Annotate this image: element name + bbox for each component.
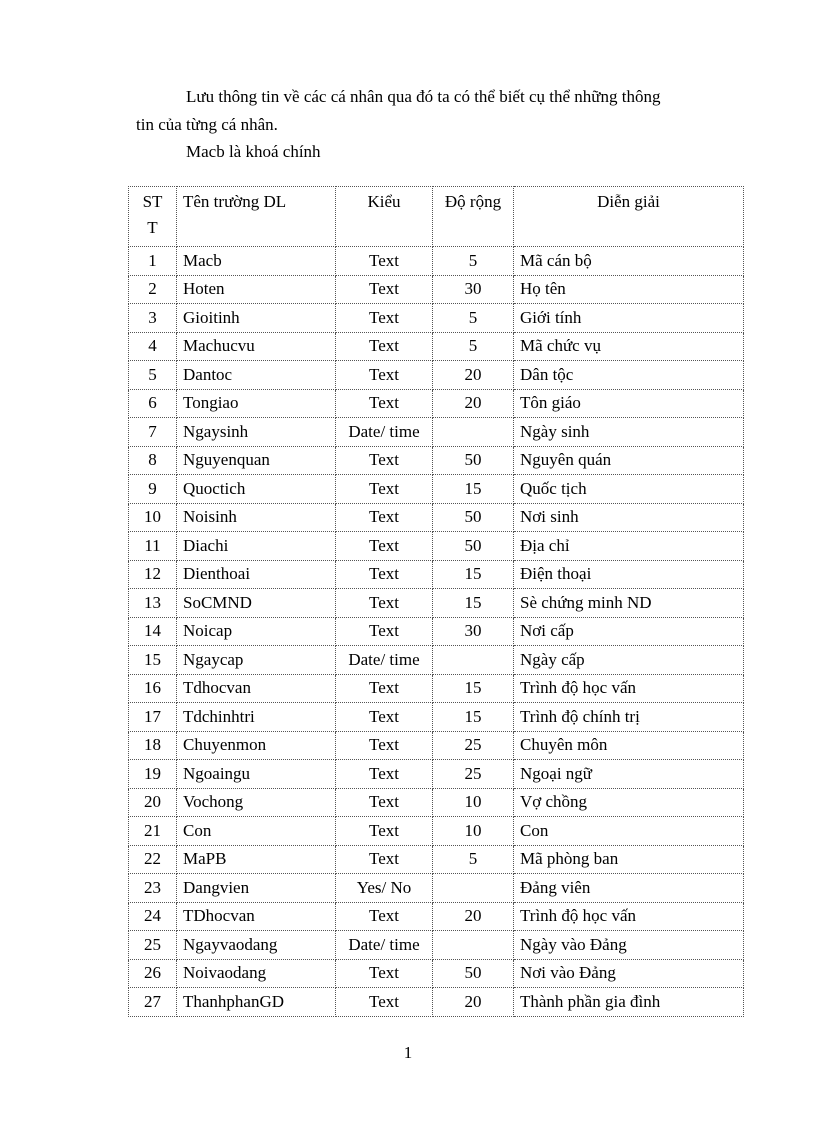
cell-field-name: Noicap (177, 617, 336, 646)
cell-stt: 27 (129, 988, 177, 1017)
cell-type: Text (336, 361, 433, 390)
table-row (129, 959, 744, 988)
cell-description: Ngày sinh (514, 418, 744, 447)
cell-field-name: Machucvu (177, 332, 336, 361)
cell-description: Dân tộc (514, 361, 744, 390)
cell-stt: 2 (129, 275, 177, 304)
cell-field-name: Tdhocvan (177, 674, 336, 703)
cell-type: Text (336, 589, 433, 618)
table-row (129, 532, 744, 561)
cell-field-name: Tongiao (177, 389, 336, 418)
cell-description: Trình độ chính trị (514, 703, 744, 732)
cell-description: Mã cán bộ (514, 247, 744, 276)
cell-width (433, 646, 514, 675)
table-row (129, 874, 744, 903)
cell-field-name: Ngoaingu (177, 760, 336, 789)
cell-stt: 8 (129, 446, 177, 475)
cell-description: Trình độ học vấn (514, 674, 744, 703)
cell-width: 20 (433, 389, 514, 418)
cell-stt: 13 (129, 589, 177, 618)
cell-type: Text (336, 731, 433, 760)
cell-type: Text (336, 275, 433, 304)
header-stt: STT (129, 187, 177, 247)
table-row (129, 418, 744, 447)
cell-type: Text (336, 304, 433, 333)
cell-type: Text (336, 703, 433, 732)
cell-width: 50 (433, 503, 514, 532)
table-row (129, 931, 744, 960)
cell-stt: 12 (129, 560, 177, 589)
table-row (129, 902, 744, 931)
cell-width: 20 (433, 988, 514, 1017)
cell-width: 30 (433, 617, 514, 646)
table-row (129, 304, 744, 333)
cell-description: Địa chỉ (514, 532, 744, 561)
cell-type: Date/ time (336, 646, 433, 675)
cell-stt: 21 (129, 817, 177, 846)
table-row (129, 475, 744, 504)
cell-stt: 25 (129, 931, 177, 960)
cell-description: Sè chứng minh ND (514, 589, 744, 618)
table-row (129, 361, 744, 390)
cell-type: Text (336, 788, 433, 817)
cell-field-name: Ngaycap (177, 646, 336, 675)
cell-type: Text (336, 532, 433, 561)
table-row (129, 446, 744, 475)
cell-width: 20 (433, 902, 514, 931)
cell-description: Con (514, 817, 744, 846)
cell-field-name: Ngayvaodang (177, 931, 336, 960)
cell-stt: 18 (129, 731, 177, 760)
cell-stt: 3 (129, 304, 177, 333)
cell-width: 15 (433, 560, 514, 589)
cell-description: Ngày cấp (514, 646, 744, 675)
cell-description: Ngày vào Đảng (514, 931, 744, 960)
header-field-name: Tên trường DL (177, 187, 336, 247)
cell-type: Text (336, 446, 433, 475)
table-row (129, 760, 744, 789)
cell-type: Text (336, 959, 433, 988)
cell-field-name: Vochong (177, 788, 336, 817)
cell-type: Yes/ No (336, 874, 433, 903)
cell-type: Text (336, 817, 433, 846)
cell-field-name: Hoten (177, 275, 336, 304)
cell-width: 15 (433, 589, 514, 618)
table-row (129, 788, 744, 817)
cell-width: 15 (433, 475, 514, 504)
cell-width: 5 (433, 332, 514, 361)
table-row (129, 617, 744, 646)
primary-key-note: Macb là khoá chính (186, 142, 321, 161)
cell-stt: 5 (129, 361, 177, 390)
cell-type: Text (336, 845, 433, 874)
header-description: Diễn giải (514, 187, 744, 247)
field-table (128, 186, 744, 1017)
table-row (129, 674, 744, 703)
cell-field-name: Diachi (177, 532, 336, 561)
cell-width: 15 (433, 674, 514, 703)
cell-field-name: Chuyenmon (177, 731, 336, 760)
cell-type: Text (336, 988, 433, 1017)
cell-field-name: Con (177, 817, 336, 846)
cell-width: 5 (433, 247, 514, 276)
cell-field-name: Dienthoai (177, 560, 336, 589)
cell-field-name: Dangvien (177, 874, 336, 903)
cell-description: Tôn giáo (514, 389, 744, 418)
cell-type: Text (336, 902, 433, 931)
cell-type: Text (336, 760, 433, 789)
cell-description: Điện thoại (514, 560, 744, 589)
cell-width (433, 874, 514, 903)
cell-width: 50 (433, 532, 514, 561)
cell-type: Text (336, 560, 433, 589)
cell-field-name: SoCMND (177, 589, 336, 618)
cell-field-name: Quoctich (177, 475, 336, 504)
cell-description: Nguyên quán (514, 446, 744, 475)
cell-width: 15 (433, 703, 514, 732)
cell-type: Text (336, 674, 433, 703)
cell-width: 30 (433, 275, 514, 304)
cell-stt: 9 (129, 475, 177, 504)
cell-type: Text (336, 332, 433, 361)
cell-description: Ngoại ngữ (514, 760, 744, 789)
cell-stt: 10 (129, 503, 177, 532)
page-number: 1 (403, 1043, 413, 1062)
table-row (129, 589, 744, 618)
table-row (129, 247, 744, 276)
cell-stt: 4 (129, 332, 177, 361)
cell-type: Text (336, 475, 433, 504)
intro-line-2: tin của từng cá nhân. (136, 115, 278, 134)
cell-stt: 6 (129, 389, 177, 418)
cell-stt: 20 (129, 788, 177, 817)
cell-width: 25 (433, 731, 514, 760)
cell-width: 5 (433, 845, 514, 874)
table-row (129, 845, 744, 874)
cell-type: Text (336, 503, 433, 532)
cell-description: Vợ chồng (514, 788, 744, 817)
cell-field-name: TDhocvan (177, 902, 336, 931)
table-row (129, 503, 744, 532)
cell-width (433, 931, 514, 960)
cell-field-name: Noivaodang (177, 959, 336, 988)
cell-stt: 22 (129, 845, 177, 874)
table-row (129, 817, 744, 846)
table-row (129, 703, 744, 732)
cell-description: Giới tính (514, 304, 744, 333)
cell-description: Họ tên (514, 275, 744, 304)
table-row (129, 731, 744, 760)
intro-line-1: Lưu thông tin về các cá nhân qua đó ta có thể biết cụ thể những thông (186, 87, 661, 106)
cell-width: 5 (433, 304, 514, 333)
cell-width: 50 (433, 446, 514, 475)
cell-width: 10 (433, 817, 514, 846)
cell-stt: 14 (129, 617, 177, 646)
cell-field-name: Nguyenquan (177, 446, 336, 475)
cell-field-name: MaPB (177, 845, 336, 874)
cell-type: Date/ time (336, 931, 433, 960)
table-row (129, 646, 744, 675)
cell-description: Đảng viên (514, 874, 744, 903)
table-row (129, 560, 744, 589)
table-header-row (129, 187, 744, 247)
header-width: Độ rộng (433, 187, 514, 247)
header-type: Kiểu (336, 187, 433, 247)
cell-description: Trình độ học vấn (514, 902, 744, 931)
cell-type: Text (336, 389, 433, 418)
cell-width: 10 (433, 788, 514, 817)
cell-stt: 17 (129, 703, 177, 732)
cell-width: 50 (433, 959, 514, 988)
cell-field-name: Macb (177, 247, 336, 276)
cell-stt: 24 (129, 902, 177, 931)
cell-width: 25 (433, 760, 514, 789)
cell-stt: 11 (129, 532, 177, 561)
cell-description: Nơi vào Đảng (514, 959, 744, 988)
cell-stt: 7 (129, 418, 177, 447)
cell-stt: 19 (129, 760, 177, 789)
table-row (129, 988, 744, 1017)
cell-stt: 23 (129, 874, 177, 903)
cell-field-name: Noisinh (177, 503, 336, 532)
cell-field-name: Gioitinh (177, 304, 336, 333)
cell-stt: 1 (129, 247, 177, 276)
cell-field-name: ThanhphanGD (177, 988, 336, 1017)
cell-stt: 16 (129, 674, 177, 703)
cell-type: Text (336, 617, 433, 646)
cell-width (433, 418, 514, 447)
cell-type: Date/ time (336, 418, 433, 447)
cell-field-name: Ngaysinh (177, 418, 336, 447)
cell-description: Mã phòng ban (514, 845, 744, 874)
cell-width: 20 (433, 361, 514, 390)
cell-description: Mã chức vụ (514, 332, 744, 361)
cell-description: Thành phần gia đình (514, 988, 744, 1017)
table-row (129, 275, 744, 304)
table-row (129, 332, 744, 361)
table-row (129, 389, 744, 418)
cell-description: Nơi sinh (514, 503, 744, 532)
cell-stt: 26 (129, 959, 177, 988)
cell-type: Text (336, 247, 433, 276)
cell-field-name: Tdchinhtri (177, 703, 336, 732)
cell-description: Quốc tịch (514, 475, 744, 504)
cell-stt: 15 (129, 646, 177, 675)
cell-field-name: Dantoc (177, 361, 336, 390)
cell-description: Nơi cấp (514, 617, 744, 646)
cell-description: Chuyên môn (514, 731, 744, 760)
